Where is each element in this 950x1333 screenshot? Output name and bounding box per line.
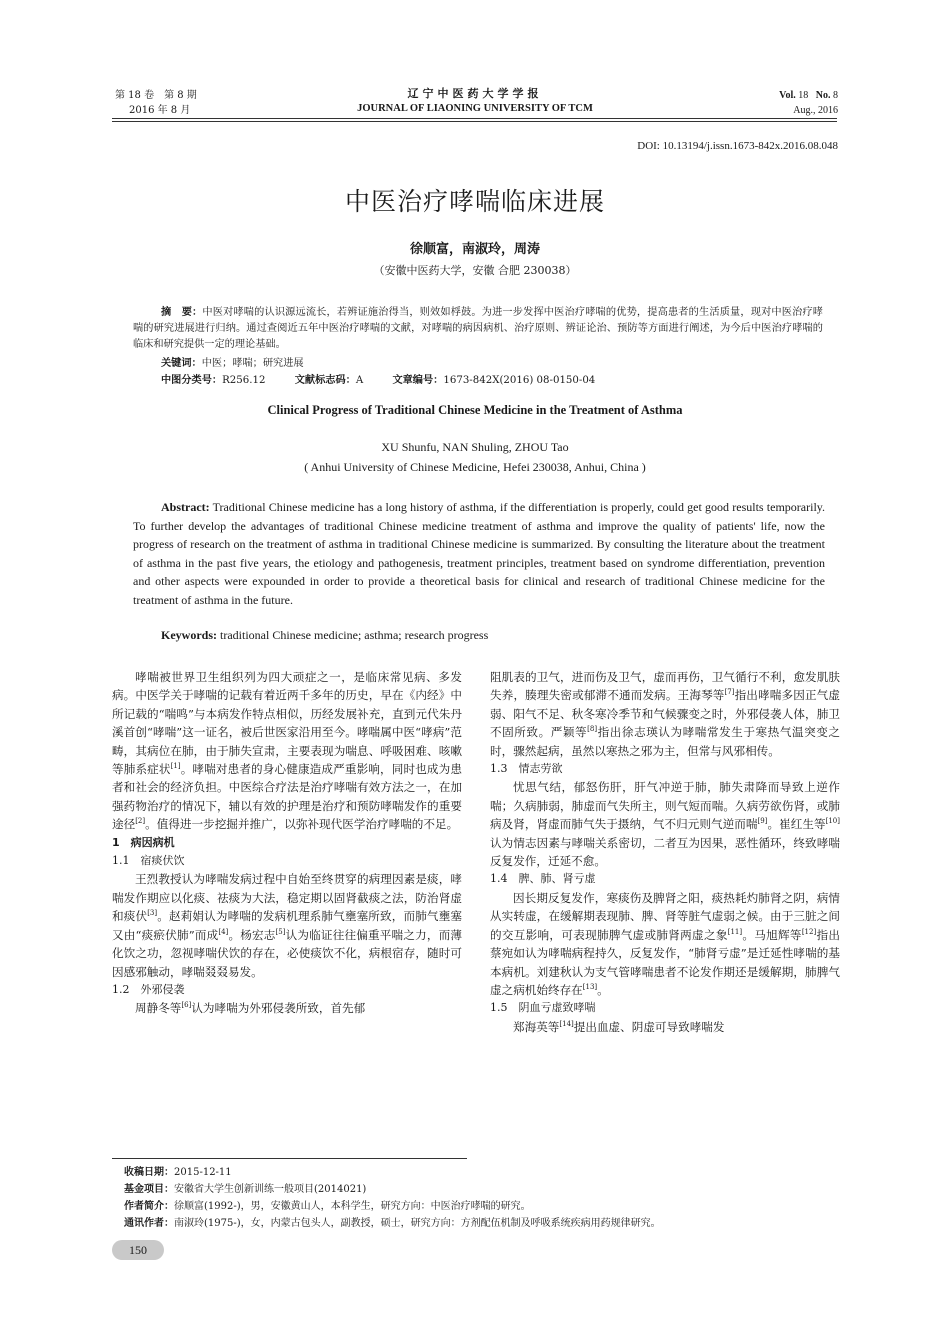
- header-rule-2: [112, 121, 837, 122]
- keywords-en: [161, 628, 488, 643]
- citation[interactable]: [8]: [587, 725, 598, 734]
- citation[interactable]: [10]: [825, 817, 840, 826]
- paragraph-1-1: 王烈教授认为哮喘发病过程中自始至终贯穿的病理因素是痰，哮喘发作期应以化痰、祛痰为大法，稳定期以固肾截痰之法，防治肾虚和痰伏[3]。赵莉娟认为哮喘的发病机理系肺气壅塞所致，而肺气壅塞又由“痰瘀伏肺”而成[4]。杨宏志[5]认为临证往往偏重平喘之力，而薄化饮之功，忽视哮喘伏饮的存在，必使痰饮不化，病根宿存，随时可因感邪触动，哮喘叕叕易发。: [112, 872, 462, 979]
- header-volume-line: 第 18 卷 第 8 期: [115, 90, 197, 101]
- classification-row: [161, 373, 595, 389]
- header-rule-1: [112, 118, 837, 119]
- subsection-heading-1-5: 1.5 阴血亏虚致哮喘: [490, 1001, 596, 1015]
- keywords-en-text: traditional Chinese medicine; asthma; research progress: [217, 628, 489, 642]
- no-value: 8: [833, 90, 838, 101]
- citation[interactable]: [9]: [757, 817, 768, 826]
- no-label: No.: [815, 90, 831, 101]
- citation[interactable]: [13]: [582, 983, 598, 992]
- header-date-line: 2016 年 8 月: [129, 105, 191, 116]
- authors-en: XU Shunfu, NAN Shuling, ZHOU Tao: [381, 440, 569, 454]
- clc-label: 中图分类号：: [161, 375, 223, 386]
- journal-header: [300, 86, 650, 116]
- paragraph-1-3: 忧思气结，郁怒伤肝，肝气冲逆于肺，肺失肃降而导致上逆作喘；久病肺弱，肺虚而气失所主，则气短而喘。久病劳欲伤肾，或肺病及肾，肾虚而肺气失于摄纳，气不归元则气逆而喘[9]。崔红生等[10]认为情志因素与哮喘关系密切，二者互为因果，恶性循环，终致哮喘反复发作，迁延不愈。: [490, 780, 840, 869]
- paragraph-1-2-cont: 阻肌表的卫气，进而伤及卫气，虚而再伤，卫气循行不利，愈发肌肤失养，腠理失密或郁滞不通而发病。王海琴等[7]指出哮喘多因正气虚弱、阳气不足、秋冬寒冷季节和气候骤变之时，外邪侵袭人体，肺卫不固所致。严颖等[8]指出徐志瑛认为哮喘常发生于寒热气温突变之时，骤然起病，虽然以寒热之邪为主，但常与风邪相传。: [490, 670, 840, 758]
- section-heading-1: 1 病因病机: [112, 835, 175, 849]
- body-column-right: [490, 668, 840, 1036]
- paragraph-intro: 哮喘被世界卫生组织列为四大顽症之一，是临床常见病、多发病。中医学关于哮喘的记载有着近两千多年的历史，早在《内经》中所记载的“喘鸣”与本病发作特点相似，历经发展补充，直到元代朱丹溪首创“哮喘”这一证名，被后世医家沿用至今。哮喘属中医“哮病”范畴，其病位在肺，由于肺失宣肃，主要表现为喘息、呼吸困难、咳嗽等肺系症状[1]。哮喘对患者的身心健康造成严重影响，同时也成为患者和社会的经济负担。中医综合疗法是治疗哮喘有效方法之一，在加强药物治疗的情况下，辅以有效的护理是治疗和预防哮喘发作的重要途径[2]。值得进一步挖掘并推广，以弥补现代医学治疗哮喘的不足。: [112, 670, 462, 832]
- clc-value: R256.12: [222, 375, 266, 386]
- citation[interactable]: [5]: [275, 927, 286, 936]
- citation[interactable]: [4]: [218, 927, 229, 936]
- abstract-en-text: Traditional Chinese medicine has a long history of asthma, if the differentiation is properly, could get good results temporarily. To further develop the advantages of traditional Chinese medicine treatment of asthma and improve the quality of patients' life, now the progress of research on the treatment of asthma in traditional Chinese medicine is summarized. By consulting the literature about the treatment of asthma in the past five years, the etiology and pathogenesis, treatment principles, treatment based on syndrome differentiation, prevention and other aspects were expounded in order to provide a theoretical basis for clinical and research of traditional Chinese medicine for the treatment of asthma in the future.: [133, 500, 825, 607]
- vol-label: Vol.: [779, 90, 796, 101]
- affiliation-cn: （安徽中医药大学，安徽 合肥 230038）: [373, 264, 577, 277]
- journal-name-en: JOURNAL OF LIAONING UNIVERSITY OF TCM: [357, 103, 593, 114]
- keywords-en-label: Keywords:: [161, 628, 217, 642]
- page-number-badge: 150: [112, 1240, 164, 1260]
- subsection-heading-1-1: 1.1 宿痰伏饮: [112, 854, 185, 868]
- subsection-heading-1-3: 1.3 情志劳欲: [490, 762, 563, 776]
- doc-code-value: A: [355, 375, 364, 386]
- citation[interactable]: [12]: [801, 927, 817, 936]
- abstract-cn-text: 中医对哮喘的认识源远流长，若辨证施治得当，则效如桴鼓。为进一步发挥中医治疗哮喘的优势，提高患者的生活质量，现对中医治疗哮喘的研究进展进行归纳。通过查阅近五年中医治疗哮喘的文献，对哮喘的病因病机、治疗原则、辨证论治、预防等方面进行阐述，为今后中医治疗哮喘的临床和研究提供一定的理论基础。: [133, 307, 823, 350]
- journal-name-cn: 辽宁中医药大学学报: [407, 87, 543, 100]
- citation[interactable]: [7]: [724, 688, 735, 697]
- header-vol-no: [779, 88, 838, 118]
- doi: DOI: 10.13194/j.issn.1673-842x.2016.08.048: [637, 140, 838, 152]
- footnote-fund: 基金项目：安徽省大学生创新训练一般项目(2014021): [124, 1184, 367, 1195]
- paragraph-1-2: 周静冬等[6]认为哮喘为外邪侵袭所致，首先郁: [135, 1001, 366, 1016]
- keywords-cn: [161, 356, 304, 372]
- footnote-received: 收稿日期：2015-12-11: [124, 1167, 232, 1178]
- article-number-value: 1673-842X(2016) 08-0150-04: [443, 375, 596, 386]
- footnote-author: 作者简介：徐顺富(1992-)，男，安徽黄山人，本科学生，研究方向：中医治疗哮喘的研究。: [124, 1201, 531, 1212]
- doc-code-label: 文献标志码：: [294, 375, 356, 386]
- paragraph-1-5: 郑海英等[14]提出血虚、阴虚可导致哮喘发: [513, 1019, 725, 1034]
- citation[interactable]: [3]: [147, 909, 158, 918]
- header-volume-issue: [115, 88, 197, 118]
- authors-cn: 徐顺富，南淑玲，周涛: [409, 242, 540, 257]
- citation[interactable]: [11]: [727, 927, 743, 936]
- citation[interactable]: [1]: [170, 762, 181, 771]
- footnote-corresponding: 通讯作者：南淑玲(1975-)，女，内蒙古包头人，副教授，硕士，研究方向：方剂配伍机制及呼吸系统疾病用药规律研究。: [124, 1218, 661, 1229]
- citation[interactable]: [2]: [135, 817, 146, 826]
- article-number-label: 文章编号：: [392, 375, 444, 386]
- keywords-cn-text: 中医；哮喘；研究进展: [201, 358, 304, 369]
- abstract-cn-label: 摘 要：: [161, 307, 203, 318]
- keywords-cn-label: 关键词：: [161, 358, 202, 369]
- abstract-cn: [133, 305, 823, 353]
- footnote-rule: [112, 1158, 467, 1159]
- abstract-en: [133, 498, 825, 610]
- citation[interactable]: [6]: [181, 1001, 192, 1010]
- subsection-heading-1-4: 1.4 脾、肺、肾亏虚: [490, 872, 596, 886]
- header-date-en: Aug., 2016: [793, 105, 838, 116]
- affiliation-en: ( Anhui University of Chinese Medicine, Hefei 230038, Anhui, China ): [304, 460, 646, 474]
- vol-value: 18: [798, 90, 809, 101]
- paragraph-1-4: 因长期反复发作，寒痰伤及脾肾之阳，痰热耗灼肺肾之阴，病情从实转虚，在缓解期表现肺、脾、肾等脏气虚弱之候。由于三脏之间的交互影响，可表现肺脾气虚或肺肾两虚之象[11]。马旭辉等[12]指出蔡宛如认为哮喘病程持久，反复发作，“肺肾亏虚”是迁延性哮喘的基本病机。刘建秋认为支气管哮喘患者不论发作期还是缓解期，肺脾气虚之病机始终存在[13]。: [490, 890, 840, 997]
- subsection-heading-1-2: 1.2 外邪侵袭: [112, 982, 185, 996]
- article-title-cn: 中医治疗哮喘临床进展: [344, 187, 605, 216]
- article-title-en: Clinical Progress of Traditional Chinese Medicine in the Treatment of Asthma: [267, 403, 683, 417]
- abstract-en-label: Abstract:: [161, 500, 210, 514]
- citation[interactable]: [14]: [559, 1019, 574, 1028]
- body-column-left: [112, 668, 462, 1018]
- footnotes: [124, 1164, 844, 1232]
